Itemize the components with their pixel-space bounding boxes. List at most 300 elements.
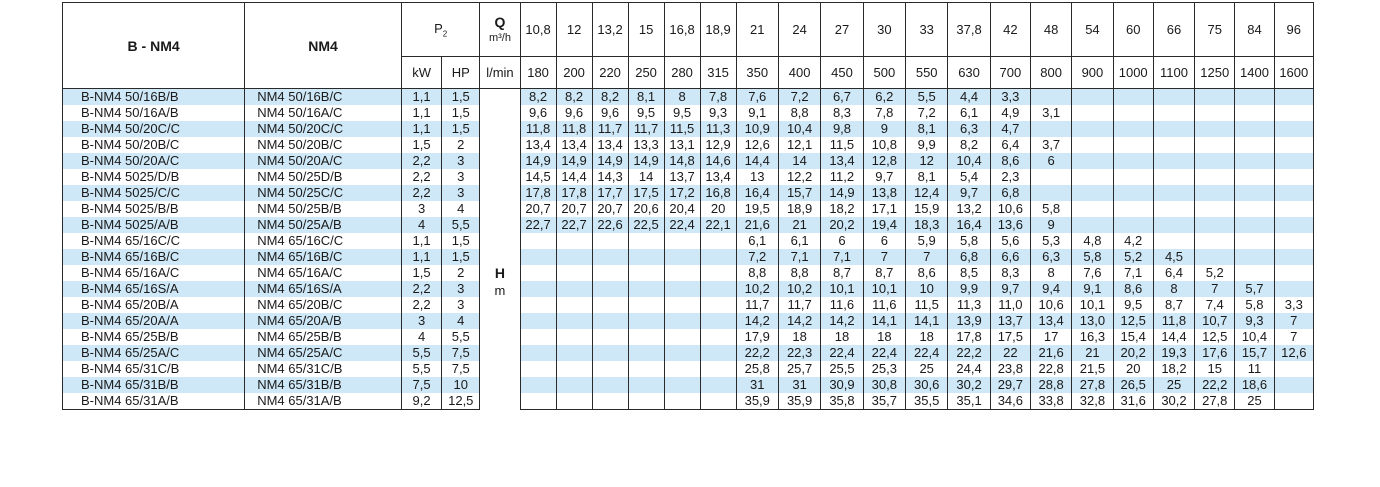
head-value-cell: 11,7 [736,297,778,313]
flow-m3h-header: 10,8 [520,3,556,57]
head-value-cell [556,297,592,313]
flow-m3h-header: 33 [906,3,948,57]
model-nm4-cell: NM4 65/25A/C [245,345,402,361]
col-header-lmin: l/min [480,57,520,89]
head-value-cell: 9,3 [1235,313,1274,329]
power-hp-cell: 1,5 [442,121,480,137]
head-value-cell [628,329,664,345]
head-value-cell [1030,89,1071,106]
head-value-cell: 9,4 [1030,281,1071,297]
head-value-cell: 17,7 [592,185,628,201]
head-value-cell [592,393,628,410]
head-value-cell: 17,1 [863,201,905,217]
flow-lmin-header: 1100 [1153,57,1194,89]
head-value-cell [1274,265,1313,281]
flow-m3h-header: 84 [1235,3,1274,57]
head-value-cell [556,313,592,329]
head-value-cell: 8 [1153,281,1194,297]
head-value-cell [1153,169,1194,185]
flow-m3h-header: 30 [863,3,905,57]
head-value-cell: 15,7 [1235,345,1274,361]
flow-lmin-header: 630 [948,57,990,89]
head-value-cell: 18,3 [906,217,948,233]
table-row [63,249,1314,265]
head-value-cell: 10,2 [778,281,820,297]
head-value-cell: 20,6 [628,201,664,217]
head-value-cell: 13,4 [592,137,628,153]
head-value-cell [1235,121,1274,137]
head-value-cell: 32,8 [1072,393,1113,410]
head-value-cell: 9,7 [863,169,905,185]
model-nm4-cell: NM4 65/31B/B [245,377,402,393]
head-value-cell: 3,1 [1030,105,1071,121]
head-value-cell: 9,7 [948,185,990,201]
head-value-cell: 13,1 [664,137,700,153]
model-nm4-cell: NM4 50/16A/C [245,105,402,121]
head-value-cell: 8,6 [906,265,948,281]
head-value-cell: 12,4 [906,185,948,201]
flow-lmin-header: 500 [863,57,905,89]
head-value-cell [664,281,700,297]
head-value-cell [1030,185,1071,201]
head-value-cell: 14,4 [736,153,778,169]
power-kw-cell: 1,1 [401,121,441,137]
head-value-cell: 17,8 [948,329,990,345]
head-value-cell [592,281,628,297]
head-value-cell: 8,2 [520,89,556,106]
head-value-cell: 11,5 [821,137,863,153]
power-kw-cell: 5,5 [401,361,441,377]
head-value-cell [556,377,592,393]
flow-lmin-header: 400 [778,57,820,89]
head-value-cell: 20,7 [520,201,556,217]
power-hp-cell: 7,5 [442,345,480,361]
head-value-cell [628,249,664,265]
head-value-cell [556,249,592,265]
head-value-cell: 25 [1235,393,1274,410]
head-value-cell: 5,7 [1235,281,1274,297]
head-value-cell [628,297,664,313]
head-value-cell: 10,6 [990,201,1030,217]
head-value-cell [1113,201,1153,217]
head-value-cell [592,297,628,313]
head-value-cell: 16,3 [1072,329,1113,345]
head-value-cell: 25 [1153,377,1194,393]
model-bnm4-cell: B-NM4 65/16S/A [63,281,245,297]
head-value-cell: 11,3 [948,297,990,313]
head-value-cell: 21,5 [1072,361,1113,377]
head-value-cell: 9 [863,121,905,137]
head-value-cell [1274,361,1313,377]
head-value-cell [1274,233,1313,249]
head-value-cell: 22,5 [628,217,664,233]
head-value-cell: 8,8 [778,105,820,121]
head-value-cell [1195,153,1235,169]
power-hp-cell: 2 [442,137,480,153]
power-hp-cell: 1,5 [442,89,480,106]
head-value-cell: 16,4 [948,217,990,233]
head-value-cell: 14,3 [592,169,628,185]
head-value-cell: 4,7 [990,121,1030,137]
head-value-cell: 4,9 [990,105,1030,121]
table-row [63,265,1314,281]
head-value-cell: 30,2 [1153,393,1194,410]
head-value-cell: 9,1 [736,105,778,121]
head-value-cell: 5,5 [906,89,948,106]
head-value-cell: 15,9 [906,201,948,217]
table-row [63,201,1314,217]
head-value-cell: 11,6 [821,297,863,313]
head-value-cell: 6 [863,233,905,249]
head-value-cell [700,377,736,393]
flow-m3h-header: 13,2 [592,3,628,57]
model-bnm4-cell: B-NM4 50/16B/B [63,89,245,106]
head-value-cell: 7 [1274,313,1313,329]
head-value-cell: 14,8 [664,153,700,169]
flow-m3h-header: 54 [1072,3,1113,57]
head-value-cell: 35,5 [906,393,948,410]
head-value-cell [1153,153,1194,169]
head-value-cell: 14,9 [520,153,556,169]
head-value-cell: 14,9 [821,185,863,201]
power-kw-cell: 1,1 [401,249,441,265]
head-value-cell [700,281,736,297]
head-value-cell [1274,105,1313,121]
head-value-cell [1274,185,1313,201]
head-value-cell: 34,6 [990,393,1030,410]
model-bnm4-cell: B-NM4 5025/B/B [63,201,245,217]
head-value-cell: 25,3 [863,361,905,377]
head-value-cell [1072,105,1113,121]
power-hp-cell: 1,5 [442,249,480,265]
head-value-cell: 31 [736,377,778,393]
head-value-cell [1030,169,1071,185]
model-nm4-cell: NM4 65/16A/C [245,265,402,281]
head-value-cell: 22,4 [863,345,905,361]
head-value-cell: 18 [906,329,948,345]
flow-m3h-header: 27 [821,3,863,57]
head-value-cell: 14,5 [520,169,556,185]
head-value-cell: 25 [906,361,948,377]
flow-lmin-header: 280 [664,57,700,89]
head-value-cell: 18,2 [1153,361,1194,377]
head-value-cell: 14,9 [628,153,664,169]
model-bnm4-cell: B-NM4 65/20B/A [63,297,245,313]
head-value-cell: 13,8 [863,185,905,201]
power-hp-cell: 12,5 [442,393,480,410]
head-value-cell [700,329,736,345]
table-row [63,89,1314,106]
head-value-cell [1235,89,1274,106]
power-kw-cell: 1,5 [401,137,441,153]
head-value-cell: 15 [1195,361,1235,377]
head-value-cell: 13,2 [948,201,990,217]
head-value-cell: 5,8 [948,233,990,249]
model-nm4-cell: NM4 50/16B/C [245,89,402,106]
power-kw-cell: 1,1 [401,89,441,106]
head-value-cell: 7,8 [700,89,736,106]
head-value-cell: 8,8 [736,265,778,281]
model-bnm4-cell: B-NM4 65/31A/B [63,393,245,410]
power-kw-cell: 5,5 [401,345,441,361]
head-value-cell: 8,7 [863,265,905,281]
head-value-cell: 13,7 [990,313,1030,329]
head-value-cell: 7,1 [1113,265,1153,281]
head-value-cell: 8,2 [592,89,628,106]
head-value-cell: 14,2 [778,313,820,329]
head-value-cell: 35,9 [736,393,778,410]
flow-m3h-header: 42 [990,3,1030,57]
head-value-cell [628,281,664,297]
head-value-cell [1153,105,1194,121]
head-value-cell: 12,2 [778,169,820,185]
power-kw-cell: 4 [401,329,441,345]
head-value-cell: 14 [778,153,820,169]
model-bnm4-cell: B-NM4 65/20A/A [63,313,245,329]
head-value-cell [664,361,700,377]
table-row [63,329,1314,345]
head-value-cell [1235,137,1274,153]
head-value-cell: 9,5 [1113,297,1153,313]
power-kw-cell: 1,5 [401,265,441,281]
head-value-cell: 22,4 [821,345,863,361]
head-value-cell: 8 [664,89,700,106]
head-value-cell: 22,2 [736,345,778,361]
head-value-cell: 24,4 [948,361,990,377]
model-nm4-cell: NM4 50/20C/C [245,121,402,137]
head-value-cell [1235,201,1274,217]
head-value-cell: 17,8 [520,185,556,201]
head-value-cell [520,233,556,249]
head-value-cell [1274,249,1313,265]
head-value-cell: 28,8 [1030,377,1071,393]
head-value-cell [1235,185,1274,201]
power-kw-cell: 2,2 [401,297,441,313]
head-value-cell: 5,6 [990,233,1030,249]
model-nm4-cell: NM4 65/16S/A [245,281,402,297]
head-value-cell [700,361,736,377]
head-value-cell [1274,121,1313,137]
flow-m3h-header: 96 [1274,3,1313,57]
head-value-cell [1235,217,1274,233]
model-bnm4-cell: B-NM4 65/31B/B [63,377,245,393]
head-value-cell: 21,6 [736,217,778,233]
flow-m3h-header: 24 [778,3,820,57]
head-value-cell: 11 [1235,361,1274,377]
power-hp-cell: 3 [442,153,480,169]
head-value-cell [628,361,664,377]
head-value-cell: 11,5 [664,121,700,137]
head-value-cell: 11,8 [520,121,556,137]
head-value-cell: 11,8 [1153,313,1194,329]
head-value-cell: 7,6 [1072,265,1113,281]
table-row [63,169,1314,185]
head-value-cell: 25,5 [821,361,863,377]
head-value-cell: 9,5 [664,105,700,121]
head-value-cell: 6,7 [821,89,863,106]
head-value-cell [1072,185,1113,201]
head-value-cell [1195,169,1235,185]
flow-lmin-header: 220 [592,57,628,89]
head-value-cell [1153,201,1194,217]
power-kw-cell: 1,1 [401,233,441,249]
head-value-cell: 13,9 [948,313,990,329]
head-value-cell [664,329,700,345]
head-value-cell: 11,2 [821,169,863,185]
head-value-cell: 20,2 [821,217,863,233]
head-value-cell: 8,6 [990,153,1030,169]
flow-lmin-header: 1600 [1274,57,1313,89]
head-value-cell: 9,6 [556,105,592,121]
head-value-cell [1113,121,1153,137]
head-value-cell [1153,217,1194,233]
head-value-cell [1072,217,1113,233]
flow-lmin-header: 180 [520,57,556,89]
power-hp-cell: 2 [442,265,480,281]
head-value-cell: 22,3 [778,345,820,361]
power-hp-cell: 4 [442,313,480,329]
power-hp-cell: 3 [442,185,480,201]
head-value-cell: 6,8 [948,249,990,265]
flow-lmin-header: 900 [1072,57,1113,89]
head-value-cell: 22,2 [948,345,990,361]
head-value-cell: 12,5 [1195,329,1235,345]
head-value-cell: 27,8 [1072,377,1113,393]
head-value-cell: 13 [736,169,778,185]
head-value-cell [1274,137,1313,153]
head-value-cell: 18,6 [1235,377,1274,393]
head-value-cell: 22,2 [1195,377,1235,393]
head-value-cell: 10,4 [1235,329,1274,345]
head-value-cell [1274,217,1313,233]
head-value-cell: 4,8 [1072,233,1113,249]
head-value-cell: 7 [1195,281,1235,297]
head-value-cell [520,329,556,345]
head-value-cell [628,377,664,393]
head-value-cell: 12,5 [1113,313,1153,329]
model-bnm4-cell: B-NM4 65/25B/B [63,329,245,345]
head-value-cell [1235,105,1274,121]
head-value-cell: 20 [1113,361,1153,377]
flow-lmin-header: 1250 [1195,57,1235,89]
table-row [63,233,1314,249]
table-row [63,281,1314,297]
head-value-cell: 9 [1030,217,1071,233]
head-value-cell [592,313,628,329]
head-value-cell: 7,2 [778,89,820,106]
head-value-cell: 2,3 [990,169,1030,185]
head-value-cell [700,297,736,313]
head-value-cell: 16,4 [736,185,778,201]
flow-m3h-header: 16,8 [664,3,700,57]
head-value-cell: 9,5 [628,105,664,121]
head-value-cell [628,345,664,361]
model-bnm4-cell: B-NM4 5025/D/B [63,169,245,185]
flow-lmin-header: 450 [821,57,863,89]
head-value-cell: 21,6 [1030,345,1071,361]
table-row [63,297,1314,313]
head-value-cell: 7,6 [736,89,778,106]
head-value-cell: 14,9 [592,153,628,169]
flow-lmin-header: 200 [556,57,592,89]
head-unit-cell [480,89,520,410]
power-hp-cell: 4 [442,201,480,217]
head-value-cell: 3,3 [990,89,1030,106]
head-value-cell [1274,377,1313,393]
head-value-cell: 14,1 [906,313,948,329]
model-nm4-cell: NM4 65/20B/C [245,297,402,313]
model-bnm4-cell: B-NM4 50/20C/C [63,121,245,137]
head-value-cell: 30,8 [863,377,905,393]
head-value-cell [520,313,556,329]
head-value-cell [1195,217,1235,233]
head-value-cell: 31,6 [1113,393,1153,410]
head-value-cell: 30,9 [821,377,863,393]
head-value-cell: 31 [778,377,820,393]
head-value-cell [1072,89,1113,106]
head-value-cell: 12,6 [736,137,778,153]
head-value-cell: 14,6 [700,153,736,169]
head-value-cell [700,345,736,361]
head-value-cell: 29,7 [990,377,1030,393]
head-value-cell: 10,1 [1072,297,1113,313]
head-value-cell: 11,8 [556,121,592,137]
head-value-cell: 12,6 [1274,345,1313,361]
head-value-cell: 15,7 [778,185,820,201]
head-value-cell [1030,121,1071,137]
head-value-cell [664,249,700,265]
head-value-cell: 5,2 [1113,249,1153,265]
head-value-cell: 9,6 [592,105,628,121]
head-value-cell: 9,7 [990,281,1030,297]
head-value-cell: 8 [1030,265,1071,281]
head-value-cell: 35,1 [948,393,990,410]
table-row [63,121,1314,137]
head-value-cell [520,249,556,265]
head-value-cell [1235,265,1274,281]
head-value-cell: 8,1 [906,169,948,185]
head-value-cell [520,265,556,281]
head-value-cell: 8,1 [906,121,948,137]
head-value-cell [700,249,736,265]
head-value-cell: 17,5 [990,329,1030,345]
head-value-cell [1113,217,1153,233]
head-value-cell [1274,281,1313,297]
head-value-cell: 9,1 [1072,281,1113,297]
head-value-cell [1235,249,1274,265]
head-value-cell: 6,8 [990,185,1030,201]
head-value-cell: 8,7 [821,265,863,281]
head-value-cell: 5,4 [948,169,990,185]
head-value-cell: 14,1 [863,313,905,329]
head-value-cell: 25,7 [778,361,820,377]
head-value-cell: 8,2 [556,89,592,106]
head-value-cell [592,233,628,249]
head-value-cell [556,281,592,297]
head-value-cell [1235,233,1274,249]
head-value-cell: 25,8 [736,361,778,377]
head-value-cell: 7 [863,249,905,265]
head-value-cell: 14,2 [736,313,778,329]
head-value-cell: 33,8 [1030,393,1071,410]
head-value-cell: 5,8 [1235,297,1274,313]
power-kw-cell: 2,2 [401,153,441,169]
head-value-cell: 6,6 [990,249,1030,265]
head-value-cell: 22,6 [592,217,628,233]
head-value-cell: 13,0 [1072,313,1113,329]
head-value-cell [1072,121,1113,137]
head-value-cell [700,233,736,249]
